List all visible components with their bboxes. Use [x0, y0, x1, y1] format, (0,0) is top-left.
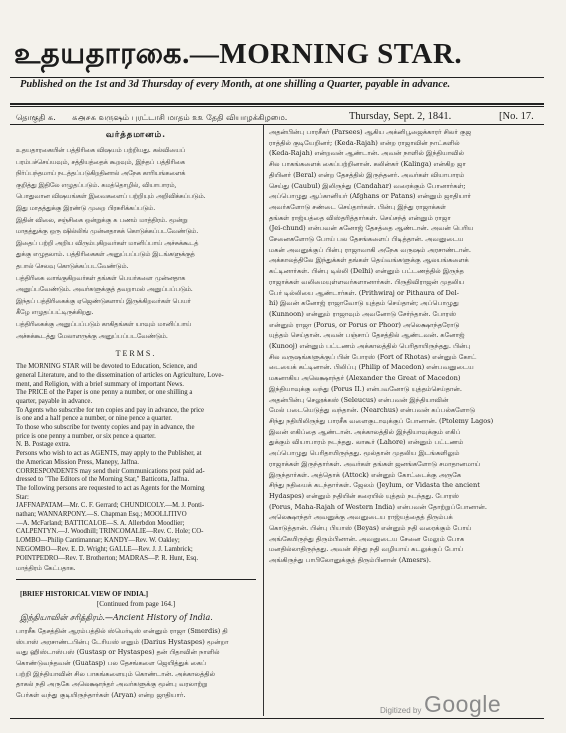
text-line: மனதில்லாதிருந்தது. அவன் சிந்து நதி வழியாய் கடலுக்குப் போய் — [269, 545, 464, 554]
text-line: மேல் படையெடுத்து வந்தான். (Nearchus) என்பவன் கப்பல்களோடு — [269, 406, 476, 415]
text-line: கொண்டுவந்தவன் (Guatasp) பல தேசங்களை ஜெயித்துக் கைப் — [16, 658, 207, 667]
text-line: general Literature, and to the dissemination of articles on Agriculture, Love- — [16, 371, 224, 379]
text-line: ராஜாக்கள் வலிமையுள்ளவர்களானார்கள். பிருதிவிராஜன் முதலிய — [269, 277, 465, 286]
text-line: பாரசீக தேசத்தின் ஆரம்பத்தில் ஸ்மெர்டிஸ் என்னும் ராஜா (Smerdis) தி — [16, 626, 228, 635]
text-line: —A. McFarland; BATTICALOE—S. A. Allerbdon Moodlier; — [16, 519, 185, 527]
article-box-heading: [BRIEF HISTORICAL VIEW OF INDIA.] — [20, 589, 149, 598]
text-line: அதன்பின்பு பாரசீகர் (Parsees) ஆகிய அக்னிபூஜைக்காரர் சிலர் குஜ — [269, 128, 472, 136]
text-line: அப்பொழுது ஆப்கானியர் (Afghans or Patans) என்னும் ஜாதியார் — [269, 192, 472, 201]
text-line: N. B. Postage extra. — [16, 441, 71, 449]
text-line: dressed to "The Editors of the Morning Star," Batticotta, Jaffna. — [16, 476, 190, 484]
text-line: CORRESPONDENTS may send their Communications post paid ad- — [16, 467, 205, 475]
text-line: CALPENTYN.—J. Woodhill; TRINCOMALIE—Rev. C. Hole; CO- — [16, 528, 204, 536]
text-line: குறித்து இதிலே எழுதப்படும். கமத்தொழில், வியாபாரம், — [16, 181, 177, 189]
text-line: the American Mission Press, Manepy, Jaffna. — [16, 458, 139, 466]
text-line: சிந்து நதியிலிருந்து பாரசீக வளைகுடாவுக்குப் போனான். (Ptolemy Lagos) — [269, 416, 494, 425]
text-line: அலெக்ஷாந்தர் அவனுக்கு அவனுடைய ராஜ்யத்தைத் திரும்பக் — [269, 513, 453, 522]
text-line: துக்கு எழுதலாம். பத்திரிகைகள் அனுப்பப்படும் இடங்களுக்குத் — [16, 251, 195, 259]
text-line: என்னும் ராஜா (Porus, or Porus or Phoor) அலெக்ஷாந்தரோடு — [269, 320, 460, 329]
text-line: துக்கும் வியாபாரம் நடந்தது. லாகூர் (Lahore) என்னும் பட்டணம் — [269, 438, 464, 447]
text-line: பேர் டில்லியை ஆண்டார்கள். (Prithwiraj or Pithaura of Del- — [269, 288, 459, 297]
text-line: சில பாகங்களைக் கைப்பற்றினான். கலின்கர் (Kalinga) என்கிற ஜா — [269, 160, 466, 169]
text-line: அனுப்பவேண்டும். அவர்களுக்குத் தவறாமல் அனுப்பப்படும். — [16, 286, 193, 294]
text-line: (Kunooj) என்னும் பட்டணம் அக்காலத்தில் பெரிதாயிருந்தது. பின்பு — [269, 342, 471, 351]
text-line: மகன் அவனுக்குப் பின்பு ராஜாவாகி அநேக வருஷம் அரசாண்டான். — [269, 245, 471, 254]
text-line: price is one penny a number, or six pence a quarter. — [16, 432, 156, 440]
text-line: Hydaspes) என்னும் நதியின் கரையில் யுத்தம் நடந்தது. போரஸ் — [269, 491, 459, 500]
text-line: quarter, payable in advance. — [16, 397, 93, 405]
masthead-title: உதயதாரகை.—MORNING STAR. — [14, 38, 463, 70]
issue-number: [No. 17. — [499, 111, 534, 122]
text-line: கொடுத்தான். பின்பு பியாஸ் (Beyas) என்னும் நதி வரைக்கும் போய் — [269, 524, 472, 533]
text-line: அங்கேயிருந்து திரும்பினான். அவனுடைய சேனை மேலும் போக — [269, 534, 465, 543]
text-line: சில வருஷங்களுக்குப் பின் போரஸ் (Fort of Rhotas) என்னும் கோட் — [269, 352, 477, 361]
text-line: இந்தப் பத்திரிகைக்கு ஏஜெண்டுகளாய் இருக்கிறவர்கள் பெயர் — [16, 297, 191, 305]
issue-date: Thursday, Sept. 2, 1841. — [349, 111, 452, 122]
text-line: ராஜாக்கள் இருந்தார்கள். அவர்கள் தங்கள் ஜனங்களோடு சமாதானமாய் — [269, 459, 481, 468]
text-line: அப்பொழுது பெரிதாயிருந்தது. மூல்தான் முதலிய இடங்களிலும் — [269, 449, 460, 458]
text-line: The following persons are requested to act as Agents for the Morning — [16, 484, 205, 492]
text-line: To Agents who subscribe for ten copies and pay in advance, the price — [16, 406, 205, 414]
tamil-footer-line: மாத்திரம் கேட்பதாக. — [16, 565, 76, 573]
header-rule-top — [10, 103, 544, 105]
terms-text — [16, 363, 256, 563]
article-title: இந்தியாவின் சரித்திரம்.—Ancient History of India. — [20, 612, 213, 622]
text-line: பேர்கள் வந்து குடியிருந்தார்கள் (Aryan) என்ற ஜாதியார். — [16, 691, 186, 700]
google-watermark — [380, 691, 550, 721]
text-line: இது மாதத்துக்கு இரண்டு முறை பிரசுரிக்கப்படும். — [16, 204, 156, 212]
text-line: அச்சுக்கூடத்து மேலாளருக்கு அனுப்பப்படவேண்டும். — [16, 332, 168, 340]
watermark-brand: Google — [424, 691, 502, 717]
text-line: கீழே எழுதப்பட்டிருக்கிறது. — [16, 309, 94, 317]
left-column — [16, 127, 256, 701]
text-line: ment, and Religion, with a brief summary of important News. — [16, 380, 185, 388]
text-line: தபால் செலவு கொடுக்கப்படவேண்டும். — [16, 262, 129, 270]
text-line: To those who subscribe for twenty copies and pay in advance, the — [16, 424, 195, 432]
tamil-date: ௧௮௪௧ வருஷம் புரட்டாசி மாதம் ௨௨ தேதி வியாழக்கிழமை. — [72, 113, 288, 122]
text-line: is one and a half pence a number, or nine pence a quarter. — [16, 415, 172, 423]
text-line: The PRICE of the Paper is one penny a number, or one shilling a — [16, 389, 193, 397]
text-line: அங்கிருந்து பாபிலோனுக்குத் திரும்பினான் (Amesrs). — [269, 556, 431, 565]
text-line: அதன்பின்பு செலூக்கஸ் (Seleucus) என்பவன் இந்தியாவின் — [269, 395, 449, 404]
article-continued-note: [Continued from page 164.] — [96, 599, 176, 608]
article-body — [16, 626, 256, 701]
section-rule — [16, 579, 256, 580]
text-line: இந்தியாவுக்கு வந்து (Porus II.) என்பவனோடு யுத்தம்செய்தான். — [269, 384, 462, 393]
text-line: பொதுவான விஷயங்கள் இவைகளைப் பற்றியும் அறிவிக்கப்படும். — [16, 193, 206, 201]
masthead-subtitle: Published on the 1st and 3d Thursday of every Month, at one shilling a Quarter, payable in advance. — [20, 79, 451, 90]
text-line: இதின் விலை, சஞ்சிகை ஒன்றுக்கு ௧ பணம் மாத்திரம். மூன்று — [16, 216, 188, 224]
watermark-by: Digitized by — [380, 706, 422, 715]
text-line: (Keda-Rajah) என்றவன் ஆண்டான். அவன் நாளில் இந்தியாவில் — [269, 149, 465, 158]
text-line: (Kunnoon) என்னும் ராஜாவும் அவனோடு சேர்ந்தான். போரஸ் — [269, 309, 457, 318]
text-line: இதைப் பற்றி அறிய விரும்புகிறவர்கள் மானிப்பாய் அச்சுக்கூடத் — [16, 239, 199, 247]
text-line: டையைக் கட்டினான். பிலிப்பு (Philip of Macedon) என்பவனுடைய — [269, 363, 474, 372]
header-rule-thin — [10, 106, 544, 107]
text-line: JAFFNAPATAM—Mr. C. F. Gerrard; CHUNDICOLY.—M. J. Ponti- — [16, 502, 205, 510]
text-line: nathan; WANNARPONY.—S. Chapman Esq.; MOOLLITIVO — [16, 511, 187, 519]
text-line: வது ஹிஸ்டாஸ்பஸ் (Gustasp or Hystaspes) தன் பிதாவின் நாளில் — [16, 648, 220, 657]
text-line: இவன் எகிப்தை ஆண்டான். அக்காலத்தில் இந்தியாவுக்கும் எகிப் — [269, 427, 461, 436]
text-line: தங்கள் ராஜ்யத்தை விஸ்தரித்தார்கள். செய்சந்த் என்னும் ராஜா — [269, 213, 451, 222]
text-line: இருந்தார்கள். அத்தொக் (Attock) என்னும் கோட்டைக்கு அருகே — [269, 470, 462, 479]
tamil-section-heading: வர்த்தமானம். — [105, 129, 167, 139]
text-line: யுத்தம் செய்தான். அவன் பஞ்சாப் தேசத்தில் ஆண்டவன். கனோஜ் — [269, 331, 465, 340]
text-line: The MORNING STAR will be devoted to Education, Science, and — [16, 363, 197, 371]
text-line: தாகல் நதி அருகே அலெக்ஷாந்தர் அவர்களுக்கு மூன்பு வரலாற்று — [16, 680, 208, 689]
terms-heading: TERMS. — [115, 349, 157, 359]
text-line: (Porus, Maha-Rajah of Western India) என்பவன் தோற்றுப்போனான். — [269, 502, 487, 511]
right-column — [269, 127, 539, 719]
text-line: சேனைகளோடு போய் பல தேசங்களைப் பிடித்தான். அவனுடைய — [269, 235, 464, 244]
text-line: நிர்ப்பந்தமாய் நடத்தப்படுகிறதினால் அநேக காரியங்களைக் — [16, 170, 186, 178]
volume-label: தொகுதி ௧. — [16, 113, 56, 122]
text-line: (Jei-chund) என்பவன் கனோஜ் தேசத்தை ஆண்டான். அவன் பெரிய — [269, 224, 474, 233]
text-line: மகனாகிய அலெக்ஷாந்தர் (Alexander the Great of Macedon) — [269, 374, 461, 383]
text-line: பத்திரிகை வாங்குகிறவர்கள் தங்கள் பெயர்களை முன்னதாக — [16, 274, 186, 282]
text-line: ஸ்பாஸ் அரசாண்டபின்பு டேரியஸ் எனும் (Darius Hystaspes) மூன்றா — [16, 637, 229, 646]
text-line: hi) இவன் கனோஜ் ராஜாவோடு யுத்தம் செய்தான்; அப்பொழுது — [269, 299, 459, 308]
text-line: அக்காலத்திலே இந்துக்கள் தங்கள் தெய்வங்களுக்கு ஆலயங்களைக் — [269, 256, 469, 265]
right-article-body — [269, 127, 539, 566]
masthead-rule — [10, 77, 544, 78]
text-line: NEGOMBO—Rev. E. D. Wright; GALLE—Rev. J. J. Lambrick; — [16, 545, 193, 553]
text-line: தியினர் (Beral) என்ற தேசத்தில் இருந்தனர். அவர்கள் வியாபாரம் — [269, 170, 465, 179]
dateline-rule — [10, 124, 544, 125]
text-line: சிந்து நதியைக் கடந்தார்கள். ஜேலம் (Jeylum, or Vidasta the ancient — [269, 481, 480, 490]
dateline — [16, 111, 544, 125]
column-divider — [263, 124, 264, 716]
tamil-notice — [16, 145, 256, 342]
text-line: அவர்களோடு சண்டை செய்தார்கள். பின்பு இந்து ராஜாக்கள் — [269, 202, 447, 211]
text-line: POINTPEDRO—Rev. T. Brotherton; MADRAS—P. R. Hunt, Esq. — [16, 554, 199, 562]
text-line: பத்திரிகைக்கு அனுப்பப்படும் காகிதங்கள் யாவும் மானிப்பாய் — [16, 320, 192, 328]
text-line: Star: — [16, 493, 29, 501]
text-line: செய்து (Caubul) இலிருந்து (Candahar) வரைக்கும் போனார்கள்; — [269, 181, 466, 190]
text-line: பரம்பச்செய்யவும், சத்தியத்தைக் கூறவும், இந்தப் பத்திரிகை — [16, 158, 185, 166]
text-line: உதயதாரகையின் பத்திரிகை விஷயம் பற்றியது. கல்வியைப் — [16, 147, 186, 154]
text-line: பற்றி இந்தியாவின் சில பாகங்களையும் கொண்டான். அக்காலத்தில் — [16, 669, 216, 678]
text-line: கட்டினார்கள். பின்பு டில்லி (Delhi) என்னும் பட்டணத்தில் இருந்த — [269, 267, 464, 276]
text-line: மாதத்துக்கு ஒரு ஷில்லிங் முன்னதாகக் கொடுக்கப்படவேண்டும். — [16, 228, 199, 236]
text-line: ராத்தில் குடியேறினர்; (Keda-Rajah) என்ற ராஜாவின் நாட்களில் — [269, 138, 460, 147]
text-line: Persons who wish to act as AGENTS, may apply to the Publisher, at — [16, 450, 202, 458]
text-line: LOMBO—Philip Cantimannar; KANDY—Rev. W. Oakley; — [16, 537, 180, 545]
